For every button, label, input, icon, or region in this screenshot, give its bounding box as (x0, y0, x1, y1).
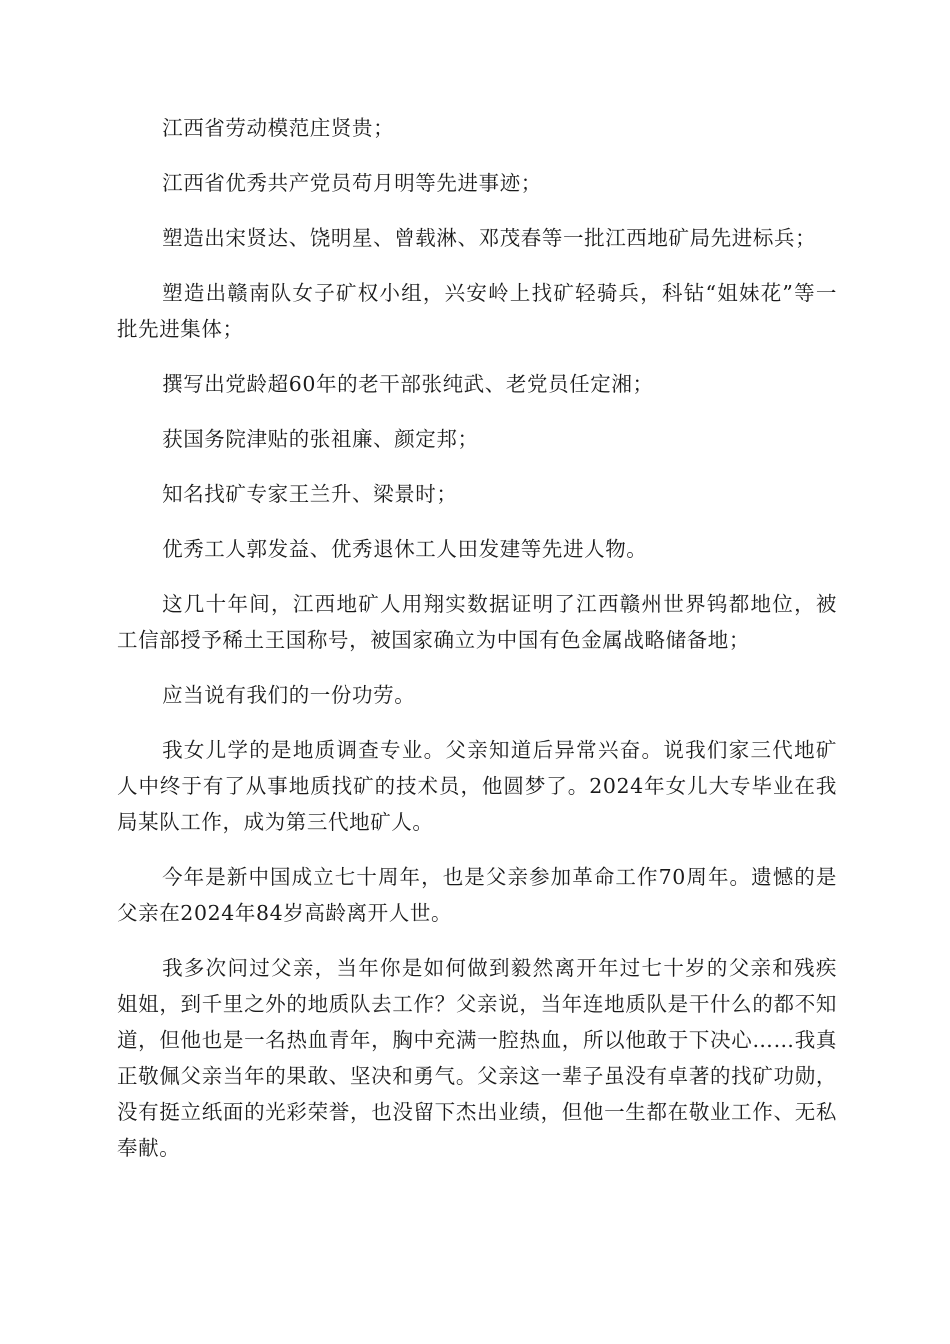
paragraph-4: 塑造出赣南队女子矿权小组，兴安岭上找矿轻骑兵，科钻“姐妹花”等一批先进集体； (117, 281, 837, 341)
paragraph-9: 这几十年间，江西地矿人用翔实数据证明了江西赣州世界钨都地位，被工信部授予稀土王国称号，被国家确立为中国有色金属战略储备地； (117, 592, 837, 652)
paragraph-11: 我女儿学的是地质调查专业。父亲知道后异常兴奋。说我们家三代地矿人中终于有了从事地质找矿的技术员，他圆梦了。2024年女儿大专毕业在我局某队工作，成为第三代地矿人。 (117, 738, 837, 834)
document-body (117, 110, 837, 1185)
paragraph-13: 我多次问过父亲，当年你是如何做到毅然离开年过七十岁的父亲和残疾姐姐，到千里之外的地质队去工作？父亲说，当年连地质队是干什么的都不知道，但他也是一名热血青年，胸中充满一腔热血，所以他敢于下决心……我真正敬佩父亲当年的果敢、坚决和勇气。父亲这一辈子虽没有卓著的找矿功勋，没有挺立纸面的光彩荣誉，也没留下杰出业绩，但他一生都在敬业工作、无私奉献。 (117, 956, 837, 1160)
paragraph-5: 撰写出党龄超60年的老干部张纯武、老党员任定湘； (162, 372, 654, 396)
paragraph-8: 优秀工人郭发益、优秀退休工人田发建等先进人物。 (162, 537, 648, 561)
paragraph-6: 获国务院津贴的张祖廉、颜定邦； (162, 427, 479, 451)
paragraph-7: 知名找矿专家王兰升、梁景时； (162, 482, 458, 506)
paragraph-1: 江西省劳动模范庄贤贵； (162, 116, 395, 140)
paragraph-10: 应当说有我们的一份功劳。 (162, 683, 416, 707)
paragraph-2: 江西省优秀共产党员苟月明等先进事迹； (162, 171, 542, 195)
paragraph-3: 塑造出宋贤达、饶明星、曾载淋、邓茂春等一批江西地矿局先进标兵； (162, 226, 817, 250)
paragraph-12: 今年是新中国成立七十周年，也是父亲参加革命工作70周年。遗憾的是父亲在2024年84岁高龄离开人世。 (117, 865, 837, 925)
